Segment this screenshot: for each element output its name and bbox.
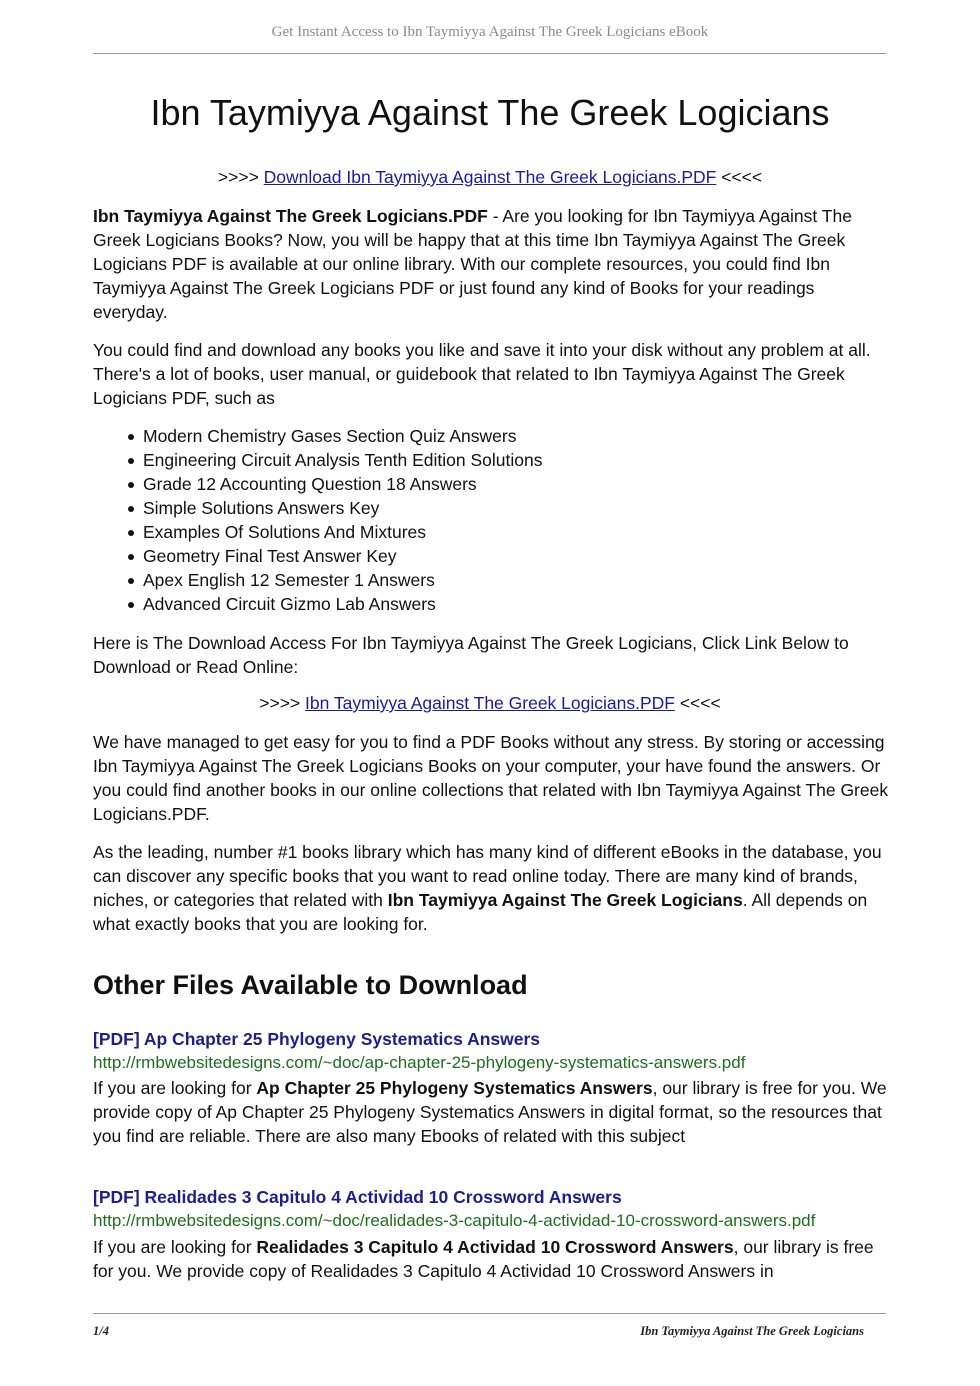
file-url: http://rmbwebsitedesigns.com/~doc/realidades-3-capitulo-4-actividad-10-crossword-answers.pdf [93,1211,816,1230]
bullet-dot [128,434,134,440]
download-prefix: >>>> [259,693,306,713]
intro-bold: Ibn Taymiyya Against The Greek Logicians.PDF [93,206,488,226]
list-item: Grade 12 Accounting Question 18 Answers [93,472,793,496]
download-link-bottom[interactable]: Ibn Taymiyya Against The Greek Logicians.PDF [305,693,675,713]
file-title-link[interactable]: [PDF] Realidades 3 Capitulo 4 Actividad 10 Crossword Answers [93,1187,622,1207]
bullet-dot [128,482,134,488]
related-books-list [93,424,793,616]
page-number: 1/4 [93,1324,109,1338]
list-item: Advanced Circuit Gizmo Lab Answers [93,592,793,616]
list-item: Simple Solutions Answers Key [93,496,793,520]
bullet-dot [128,530,134,536]
bullet-dot [128,578,134,584]
paragraph-2: You could find and download any books you like and save it into your disk without any problem at all. There's a lot of books, user manual, or guidebook that related to Ibn Taymiyya Against The Greek Logicians PDF, such as [93,340,871,408]
download-line-top [0,167,980,188]
download-suffix: <<<< [716,167,763,187]
download-prefix: >>>> [217,167,264,187]
footer-title: Ibn Taymiyya Against The Greek Logicians [640,1324,864,1338]
list-item: Examples Of Solutions And Mixtures [93,520,793,544]
list-item: Engineering Circuit Analysis Tenth Edition Solutions [93,448,793,472]
download-suffix: <<<< [674,693,721,713]
file-description: If you are looking for Ap Chapter 25 Phylogeny Systematics Answers, our library is free for you. We provide copy of Ap Chapter 25 Phylogeny Systematics Answers in digital format, so the resources that you find are reliable. There are also many Ebooks of related with this subject [93,1078,887,1146]
file-title-link[interactable]: [PDF] Ap Chapter 25 Phylogeny Systematics Answers [93,1029,541,1049]
download-link-top[interactable]: Download Ibn Taymiyya Against The Greek Logicians.PDF [263,167,717,187]
page-title: Ibn Taymiyya Against The Greek Logicians [150,92,830,133]
paragraph-4: We have managed to get easy for you to find a PDF Books without any stress. By storing or accessing Ibn Taymiyya Against The Greek Logicians Books on your computer, your have found the answers. Or you could find another books in our online collections that related with Ibn Taymiyya Against The Greek Logicians.PDF. [93,732,889,824]
paragraph-5-bold: Ibn Taymiyya Against The Greek Logicians [387,890,743,910]
intro-text: - Are you looking for Ibn Taymiyya Against The Greek Logicians Books? Now, you will be happy that at this time Ibn Taymiyya Against The Greek Logicians PDF is available at our online library. With our complete resources, you could find Ibn Taymiyya Against The Greek Logicians PDF or just found any kind of Books for your readings everyday. [93,206,852,322]
list-item: Apex English 12 Semester 1 Answers [93,568,793,592]
bullet-dot [128,458,134,464]
page-header: Get Instant Access to Ibn Taymiyya Against The Greek Logicians eBook [271,24,709,40]
download-line-bottom [0,693,980,714]
list-item: Modern Chemistry Gases Section Quiz Answers [93,424,793,448]
other-files-heading: Other Files Available to Download [93,970,528,1000]
file-description: If you are looking for Realidades 3 Capitulo 4 Actividad 10 Crossword Answers, our library is free for you. We provide copy of Realidades 3 Capitulo 4 Actividad 10 Crossword Answers in [93,1237,874,1281]
intro-paragraph [93,204,893,324]
footer-divider [93,1313,886,1314]
bullet-dot [128,602,134,608]
paragraph-3: Here is The Download Access For Ibn Taymiyya Against The Greek Logicians, Click Link Below to Download or Read Online: [93,633,849,677]
bullet-dot [128,554,134,560]
list-item: Geometry Final Test Answer Key [93,544,793,568]
paragraph-5: As the leading, number #1 books library which has many kind of different eBooks in the database, you can discover any specific books that you want to read online today. There are many kind of brands, niches, or categories that related with Ibn Taymiyya Against The Greek Logicians. All depends on what exactly books that you are looking for. [93,842,882,934]
bullet-dot [128,506,134,512]
file-url: http://rmbwebsitedesigns.com/~doc/ap-chapter-25-phylogeny-systematics-answers.pdf [93,1053,746,1072]
header-divider [93,53,886,54]
